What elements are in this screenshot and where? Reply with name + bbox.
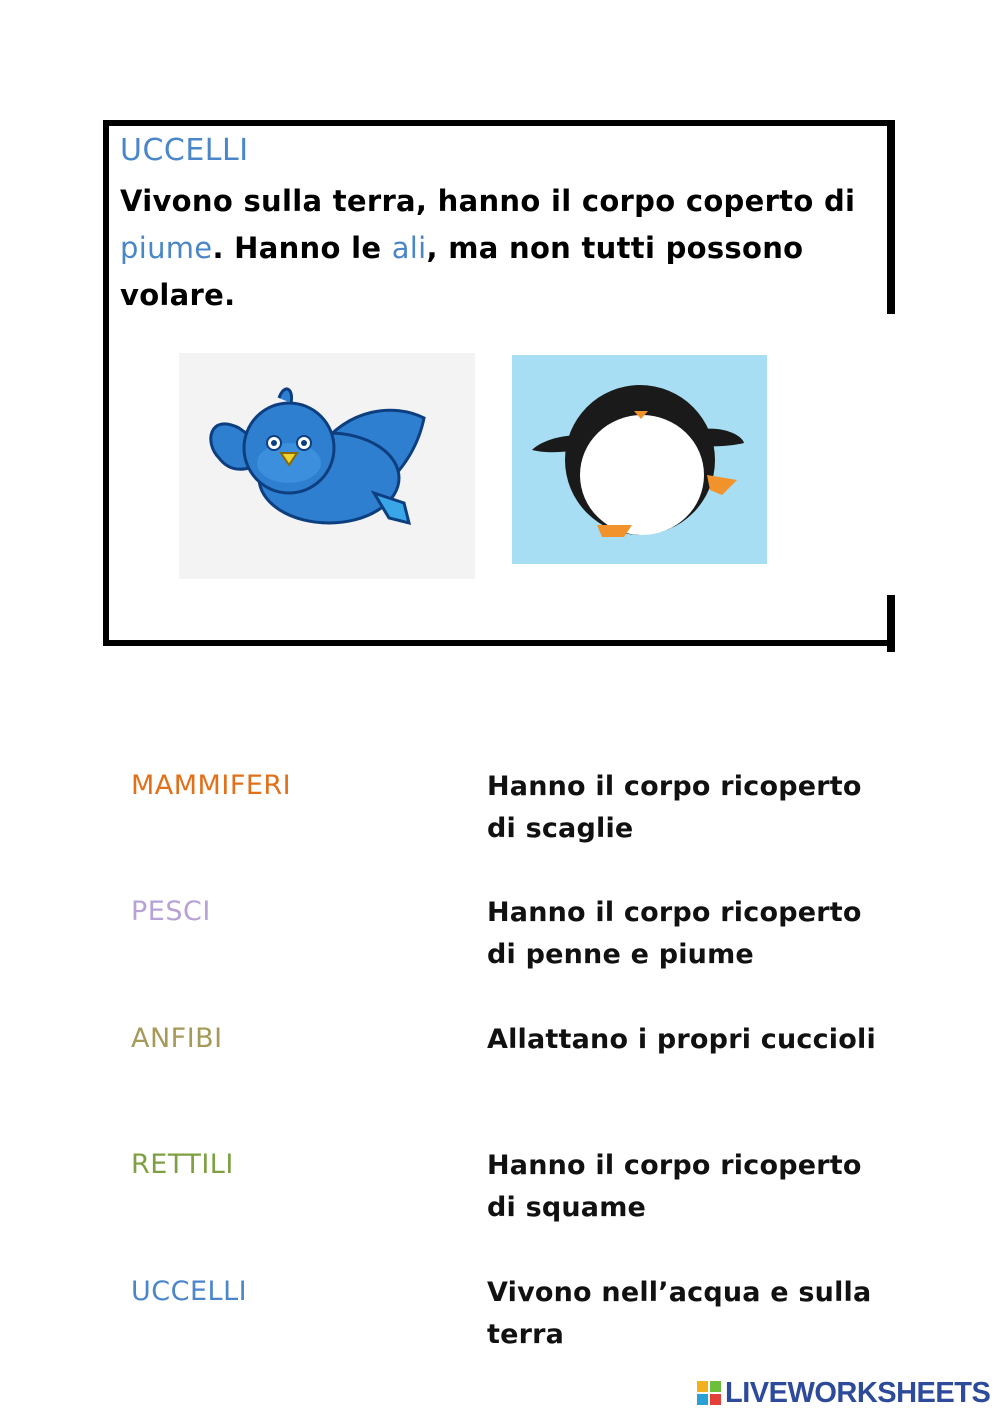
logo-text: LIVEWORKSHEETS (725, 1376, 991, 1409)
card-border-segment (887, 120, 895, 314)
card-title: UCCELLI (120, 133, 249, 168)
keyword-piume: piume (120, 231, 213, 265)
category-rettili: RETTILI (131, 1149, 234, 1180)
card-border-segment (887, 595, 895, 652)
description-1: Hanno il corpo ricoperto di scaglie (487, 771, 862, 844)
penguin-image (512, 355, 767, 564)
blue-bird-image (179, 353, 475, 579)
description-3: Allattano i propri cuccioli (487, 1024, 876, 1055)
category-mammiferi: MAMMIFERI (131, 770, 292, 801)
card-description: Vivono sulla terra, hanno il corpo coperto di piume. Hanno le ali, ma non tutti possono volare. (120, 184, 856, 312)
category-pesci: PESCI (131, 896, 211, 927)
description-5: Vivono nell’acqua e sulla terra (487, 1277, 872, 1350)
description-4: Hanno il corpo ricoperto di squame (487, 1150, 862, 1223)
keyword-ali: ali (391, 231, 427, 265)
category-uccelli: UCCELLI (131, 1276, 248, 1307)
liveworksheets-logo (697, 1376, 990, 1410)
category-anfibi: ANFIBI (131, 1023, 223, 1054)
description-2: Hanno il corpo ricoperto di penne e piume (487, 897, 862, 970)
logo-icon (697, 1381, 721, 1405)
